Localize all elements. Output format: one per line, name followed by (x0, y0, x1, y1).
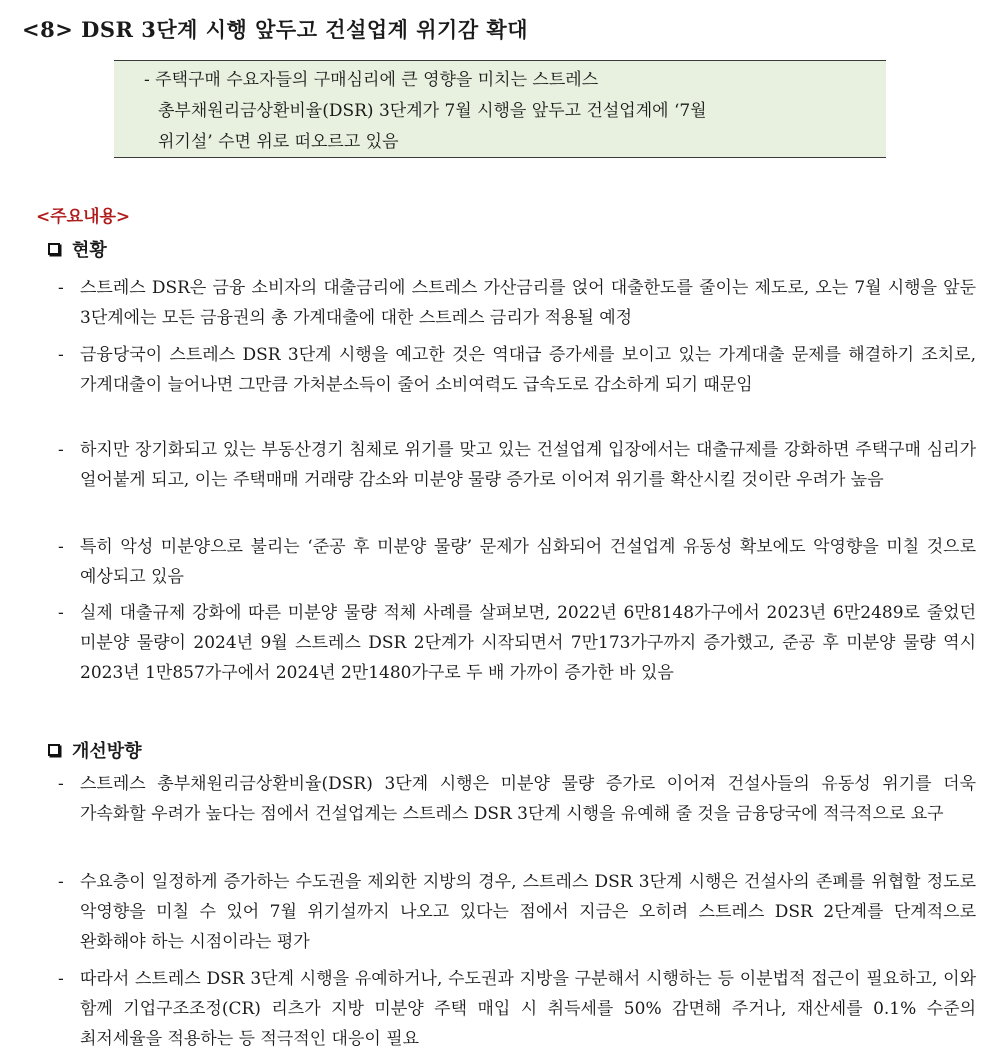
list-item (58, 532, 976, 592)
list-item-text: 스트레스 DSR은 금융 소비자의 대출금리에 스트레스 가산금리를 얹어 대출한도를 줄이는 제도로, 오는 7월 시행을 앞둔 3단계에는 모든 금융권의 총 가계대출에 대한 스트레스 금리가 적용될 예정 (80, 278, 976, 328)
summary-line: 위기설’ 수면 위로 떠오르고 있음 (158, 132, 399, 152)
document-title: <8> DSR 3단계 시행 앞두고 건설업계 위기감 확대 (22, 17, 528, 42)
list-item-text: 따라서 스트레스 DSR 3단계 시행을 유예하거나, 수도권과 지방을 구분해서 시행하는 등 이분법적 접근이 필요하고, 이와 함께 기업구조조정(CR) 리츠가 지방 미분양 주택 매입 시 취득세를 50% 감면해 주거나, 재산세를 0.1% 수준의 최저세율을 적용하는 등 적극적인 대응이 필요 (80, 969, 976, 1049)
list-item (58, 867, 976, 957)
list-item (58, 598, 976, 688)
list-item (58, 340, 976, 400)
section-heading-improvement (48, 737, 142, 763)
dash-bullet: - (58, 345, 64, 365)
list-item-text: 실제 대출규제 강화에 따른 미분양 물량 적체 사례를 살펴보면, 2022년 6만8148가구에서 2023년 6만2489로 줄었던 미분양 물량이 2024년 9월 스트레스 DSR 2단계가 시작되면서 7만173가구까지 증가했고, 준공 후 미분양 물량 역시 2023년 1만857가구에서 2024년 2만1480가구로 두 배 가까이 증가한 바 있음 (80, 603, 976, 683)
dash-bullet: - (58, 278, 64, 298)
list-item-text: 하지만 장기화되고 있는 부동산경기 침체로 위기를 맞고 있는 건설업계 입장에서는 대출규제를 강화하면 주택구매 심리가 얼어붙게 되고, 이는 주택매매 거래량 감소와 미분양 물량 증가로 이어져 위기를 확산시킬 것이란 우려가 높음 (80, 440, 976, 490)
dash-bullet: - (58, 872, 64, 892)
main-content-label: <주요내용> (36, 207, 131, 227)
list-item (58, 964, 976, 1054)
list-item (58, 273, 976, 333)
summary-line: 총부채원리금상환비율(DSR) 3단계가 7월 시행을 앞두고 건설업계에 ‘7월 (158, 101, 707, 121)
list-item-text: 금융당국이 스트레스 DSR 3단계 시행을 예고한 것은 역대급 증가세를 보이고 있는 가계대출 문제를 해결하기 조치로, 가계대출이 늘어나면 그만큼 가처분소득이 줄어 소비여력도 급속도로 감소하게 되기 때문임 (80, 345, 976, 395)
summary-box (114, 60, 886, 158)
dash-bullet: - (58, 537, 64, 557)
dash-bullet: - (58, 969, 64, 989)
dash-bullet: - (58, 774, 64, 794)
checkbox-square-icon (48, 243, 60, 255)
list-item (58, 769, 976, 829)
list-item (58, 435, 976, 495)
dash-bullet: - (58, 603, 64, 623)
list-item-text: 스트레스 총부채원리금상환비율(DSR) 3단계 시행은 미분양 물량 증가로 이어져 건설사들의 유동성 위기를 더욱 가속화할 우려가 높다는 점에서 건설업계는 스트레스 DSR 3단계 시행을 유예해 줄 것을 금융당국에 적극적으로 요구 (80, 774, 976, 824)
section-heading-label: 개선방향 (72, 741, 142, 762)
list-item-text: 수요층이 일정하게 증가하는 수도권을 제외한 지방의 경우, 스트레스 DSR 3단계 시행은 건설사의 존폐를 위협할 정도로 악영향을 미칠 수 있어 7월 위기설까지 나오고 있다는 점에서 지금은 오히려 스트레스 DSR 2단계를 단계적으로 완화해야 하는 시점이라는 평가 (80, 872, 976, 952)
section-heading-label: 현황 (72, 240, 107, 261)
summary-line: - 주택구매 수요자들의 구매심리에 큰 영향을 미치는 스트레스 (144, 70, 599, 90)
list-item-text: 특히 악성 미분양으로 불리는 ‘준공 후 미분양 물량’ 문제가 심화되어 건설업계 유동성 확보에도 악영향을 미칠 것으로 예상되고 있음 (80, 537, 976, 587)
checkbox-square-icon (48, 744, 60, 756)
dash-bullet: - (58, 440, 64, 460)
section-heading-status (48, 236, 107, 262)
